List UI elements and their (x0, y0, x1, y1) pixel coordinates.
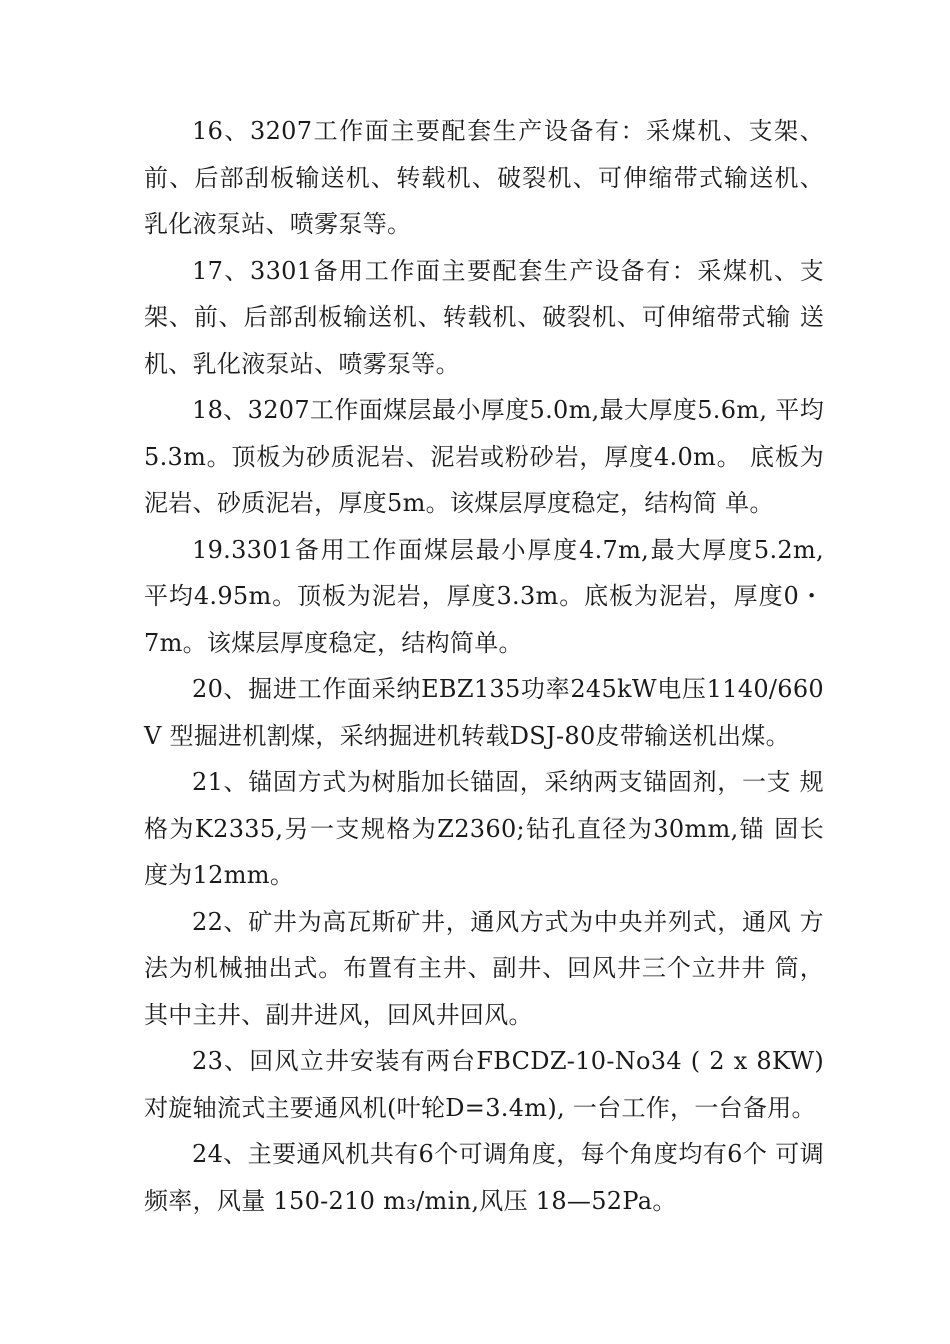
paragraph-21: 21、锚固方式为树脂加长锚固，采纳两支锚固剂，一支 规格为K2335,另一支规格为Z2360;钻孔直径为30mm,锚 固长度为12mm。 (144, 768, 824, 889)
paragraph-16: 16、3207工作面主要配套生产设备有：采煤机、支架、前、后部刮板输送机、转载机、破裂机、可伸缩带式输送机、乳化液泵站、喷雾泵等。 (144, 117, 824, 238)
paragraph-18: 18、3207工作面煤层最小厚度5.0m,最大厚度5.6m, 平均5.3m。顶板为砂质泥岩、泥岩或粉砂岩，厚度4.0m。 底板为泥岩、砂质泥岩，厚度5m。该煤层厚度稳定，结构简 单。 (144, 396, 824, 517)
paragraph-22: 22、矿井为高瓦斯矿井，通风方式为中央并列式，通风 方法为机械抽出式。布置有主井、副井、回风井三个立井井 筒，其中主井、副井进风，回风井回风。 (144, 907, 824, 1029)
paragraph-20: 20、掘进工作面采纳EBZ135功率245kW电压1140/660V 型掘进机割煤，采纳掘进机转载DSJ-80皮带输送机出煤。 (144, 675, 824, 750)
paragraph-19: 19.3301备用工作面煤层最小厚度4.7m,最大厚度5.2m, 平均4.95m。顶板为泥岩，厚度3.3m。底板为泥岩，厚度0・7m。该煤层厚度稳定，结构简单。 (144, 535, 824, 657)
document-body (144, 108, 824, 1224)
paragraph-23: 23、回风立井安装有两台FBCDZ-10-No34 ( 2 x 8KW) 对旋轴流式主要通风机(叶轮D=3.4m), 一台工作，一台备用。 (144, 1047, 824, 1122)
paragraph-24: 24、主要通风机共有6个可调角度，每个角度均有6个 可调频率，风量 150-210 m₃/min,风压 18—52Pa。 (144, 1140, 824, 1215)
paragraph-17: 17、3301备用工作面主要配套生产设备有：采煤机、支架、前、后部刮板输送机、转载机、破裂机、可伸缩带式输 送机、乳化液泵站、喷雾泵等。 (144, 256, 824, 378)
